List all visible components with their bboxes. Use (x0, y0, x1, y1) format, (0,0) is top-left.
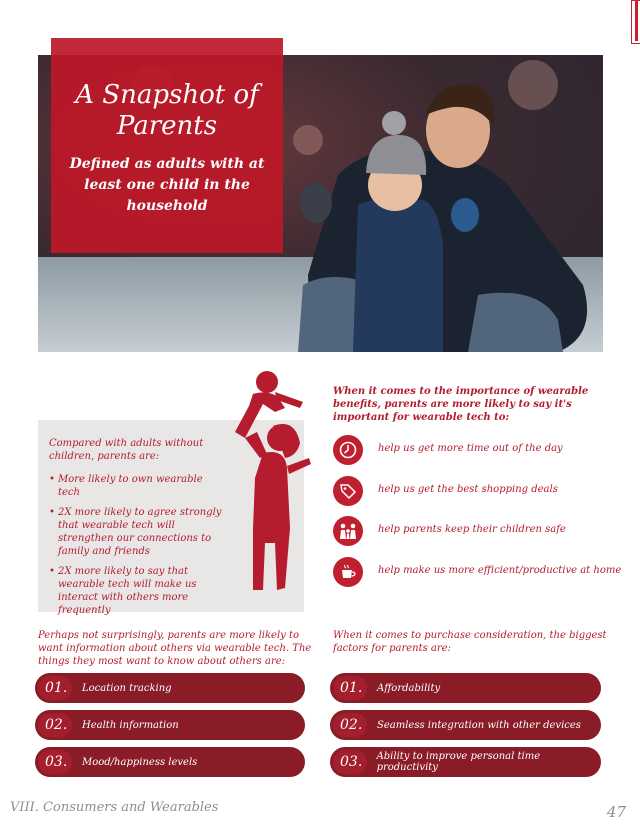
list-item: • More likely to own wearable tech (49, 473, 224, 499)
corner-tab-decoration (631, 0, 640, 44)
rank-label: Mood/happiness levels (82, 756, 198, 768)
purchase-factors-intro: When it comes to purchase consideration, the biggest factors for parents are: (333, 630, 607, 654)
clock-icon (333, 435, 363, 465)
family-icon (333, 516, 363, 546)
benefits-intro: When it comes to the importance of wearable benefits, parents are more likely to say it's important for wearable tech to: (333, 386, 589, 423)
info-wanted-intro: Perhaps not surprisingly, parents are more likely to want information about others via wearable tech. The things they most want to know about others are: (38, 630, 312, 667)
rank-number: 02. (38, 713, 72, 737)
page-subtitle: Defined as adults with at least one child in the household (69, 156, 265, 214)
coffee-cup-icon (333, 557, 363, 587)
info-wanted-item (35, 747, 305, 777)
list-item: • 2X more likely to agree strongly that wearable tech will strengthen our connections to family and friends (49, 506, 224, 558)
page-title: A Snapshot of Parents (75, 80, 259, 141)
rank-label: Health information (82, 719, 179, 731)
benefit-item (333, 476, 623, 506)
rank-label: Ability to improve personal time productivity (376, 751, 541, 773)
rank-number: 01. (333, 676, 367, 700)
rank-label: Affordability (377, 682, 441, 694)
comparison-bullet-list (49, 473, 224, 624)
rank-number: 03. (333, 750, 367, 774)
purchase-factor-item (330, 747, 601, 777)
rank-number: 03. (38, 750, 72, 774)
purchase-factor-item (330, 673, 601, 703)
benefit-label: help parents keep their children safe (378, 524, 566, 535)
list-item: • 2X more likely to say that wearable tech will make us interact with others more frequently (49, 565, 224, 617)
page-number: 47 (606, 803, 626, 821)
benefit-item (333, 435, 623, 465)
benefit-item (333, 516, 623, 546)
benefit-label: help us get more time out of the day (378, 443, 563, 454)
rank-number: 01. (38, 676, 72, 700)
benefit-item (333, 557, 623, 587)
purchase-factor-item (330, 710, 601, 740)
footer-section-title: VIII. Consumers and Wearables (10, 800, 219, 815)
info-wanted-item (35, 673, 305, 703)
benefit-label: help make us more efficient/productive at home (378, 565, 622, 576)
comparison-intro: Compared with adults without children, parents are: (49, 438, 204, 462)
rank-number: 02. (333, 713, 367, 737)
rank-label: Seamless integration with other devices (377, 719, 581, 731)
info-wanted-item (35, 710, 305, 740)
benefit-label: help us get the best shopping deals (378, 484, 558, 495)
price-tag-icon (333, 476, 363, 506)
rank-label: Location tracking (82, 682, 172, 694)
title-box (51, 38, 283, 253)
